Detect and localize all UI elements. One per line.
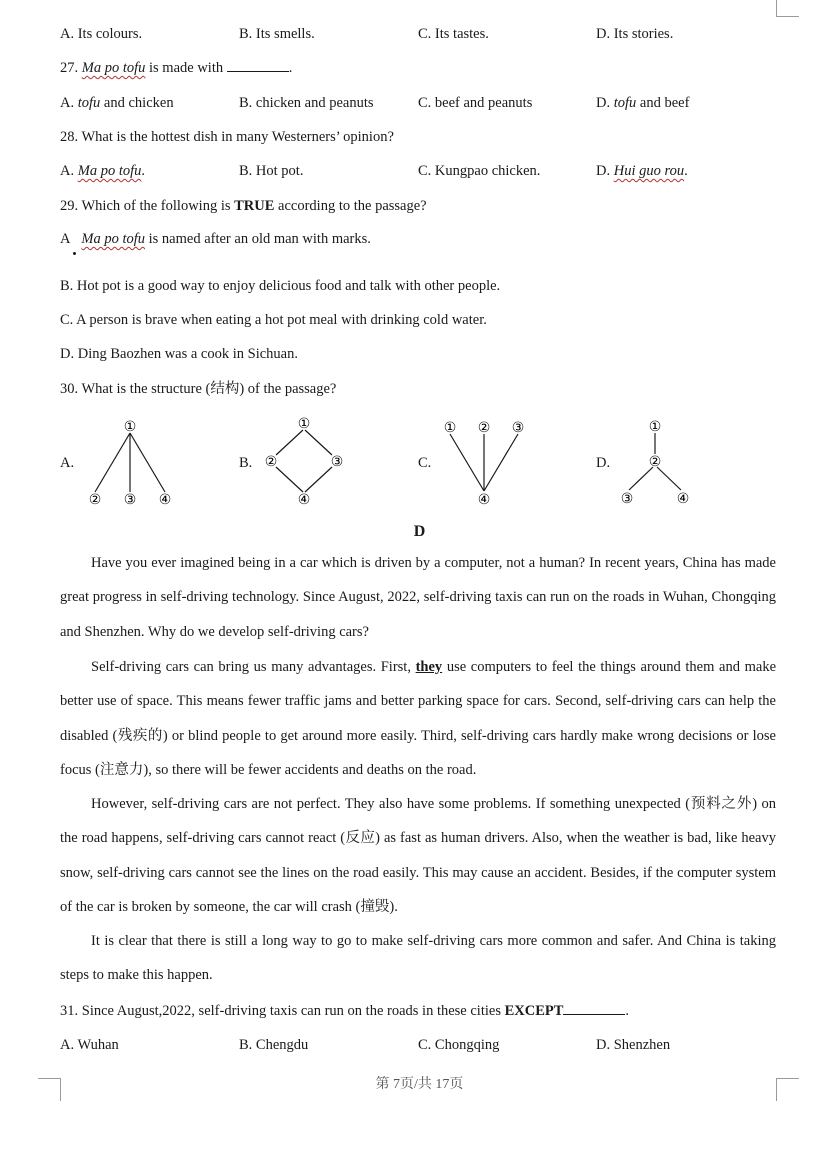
q28-option-c: C. Kungpao chicken. bbox=[418, 163, 541, 179]
structure-diagram-b bbox=[260, 410, 355, 510]
section-heading: D bbox=[413, 523, 426, 540]
q26-option-a: A. Its colours. bbox=[60, 26, 143, 42]
q30-option-d-label: D. bbox=[596, 455, 611, 471]
node-1: ① bbox=[648, 419, 662, 435]
q31-stem: 31. Since August,2022, self-driving taxis can run on the roads in these cities EXCEPT . bbox=[60, 1003, 630, 1019]
q31-option-b: B. Chengdu bbox=[239, 1037, 309, 1053]
node-1: ① bbox=[297, 416, 311, 432]
node-3: ③ bbox=[330, 454, 344, 470]
node-4: ④ bbox=[477, 492, 491, 508]
q28-option-d: D. Hui guo rou. bbox=[596, 163, 688, 179]
node-3: ③ bbox=[620, 491, 634, 507]
node-2: ② bbox=[477, 420, 491, 436]
node-3: ③ bbox=[511, 420, 525, 436]
q29-option-a: A Ma po tofu is named after an old man with marks. bbox=[60, 231, 371, 247]
q30-option-a-label: A. bbox=[60, 455, 75, 471]
node-2: ② bbox=[648, 454, 662, 470]
q27-option-b: B. chicken and peanuts bbox=[239, 95, 374, 111]
q28-stem: 28. What is the hottest dish in many Westerners’ opinion? bbox=[60, 129, 394, 145]
q28-option-a: A. Ma po tofu. bbox=[60, 163, 145, 179]
passage-paragraph-4: It is clear that there is still a long way to go to make self-driving cars more common and safer. And China is taking steps to make this happen. bbox=[60, 933, 776, 984]
node-1: ① bbox=[443, 420, 457, 436]
q26-option-c: C. Its tastes. bbox=[418, 26, 489, 42]
crop-mark-top-right bbox=[776, 0, 799, 17]
structure-diagram-d bbox=[612, 414, 702, 510]
q30-option-b-label: B. bbox=[239, 455, 253, 471]
q26-option-d: D. Its stories. bbox=[596, 26, 674, 42]
q29-option-b: B. Hot pot is a good way to enjoy delicious food and talk with other people. bbox=[60, 278, 501, 294]
q29-option-d: D. Ding Baozhen was a cook in Sichuan. bbox=[60, 346, 298, 362]
structure-diagram-c bbox=[438, 414, 533, 510]
passage-paragraph-2: Self-driving cars can bring us many advantages. First, they use computers to feel the things around them and make better use of space. This means fewer traffic jams and better parking space for cars. Second, self-driving cars can help the disabled (残疾的) or blind people to get around more easily. Third, self-driving cars hardly make wrong decisions or lose focus (注意力), so there will be fewer accidents and deaths on the road. bbox=[60, 659, 777, 778]
answer-blank bbox=[227, 59, 289, 72]
passage-paragraph-1: Have you ever imagined being in a car which is driven by a computer, not a human? In recent years, China has made great progress in self-driving technology. Since August, 2022, self-driving taxis can run on the roads in Wuhan, Chongqing and Shenzhen. Why do we develop self-driving cars? bbox=[60, 555, 776, 640]
q27-option-c: C. beef and peanuts bbox=[418, 95, 533, 111]
q27-stem: 27. Ma po tofu is made with . bbox=[60, 60, 293, 76]
structure-diagram-a bbox=[82, 414, 182, 510]
passage-paragraph-3: However, self-driving cars are not perfect. They also have some problems. If something unexpected (预料之外) on the road happens, self-driving cars cannot react (反应) as fast as human drivers. Also, when the weather is bad, like heavy snow, self-driving cars cannot see the lines on the road easily. This may cause an accident. Besides, if the computer system of the car is broken by someone, the car will crash (撞毁). bbox=[60, 796, 776, 915]
q27-option-a: A. tofu and chicken bbox=[60, 95, 174, 111]
q29-stem: 29. Which of the following is TRUE according to the passage? bbox=[60, 198, 427, 214]
q26-option-b: B. Its smells. bbox=[239, 26, 315, 42]
node-4: ④ bbox=[158, 492, 172, 508]
node-4: ④ bbox=[676, 491, 690, 507]
q31-option-c: C. Chongqing bbox=[418, 1037, 500, 1053]
q31-option-a: A. Wuhan bbox=[60, 1037, 119, 1053]
q30-stem: 30. What is the structure (结构) of the passage? bbox=[60, 381, 337, 397]
answer-blank bbox=[563, 1002, 625, 1015]
node-2: ② bbox=[88, 492, 102, 508]
stray-dot bbox=[73, 252, 76, 255]
q28-option-b: B. Hot pot. bbox=[239, 163, 304, 179]
q30-option-c-label: C. bbox=[418, 455, 432, 471]
page-number-footer: 第 7页/共 17页 bbox=[375, 1077, 464, 1092]
node-1: ① bbox=[123, 419, 137, 435]
node-3: ③ bbox=[123, 492, 137, 508]
q29-option-c: C. A person is brave when eating a hot pot meal with drinking cold water. bbox=[60, 312, 487, 328]
q27-option-d: D. tofu and beef bbox=[596, 95, 690, 111]
node-2: ② bbox=[264, 454, 278, 470]
q31-option-d: D. Shenzhen bbox=[596, 1037, 671, 1053]
node-4: ④ bbox=[297, 492, 311, 508]
